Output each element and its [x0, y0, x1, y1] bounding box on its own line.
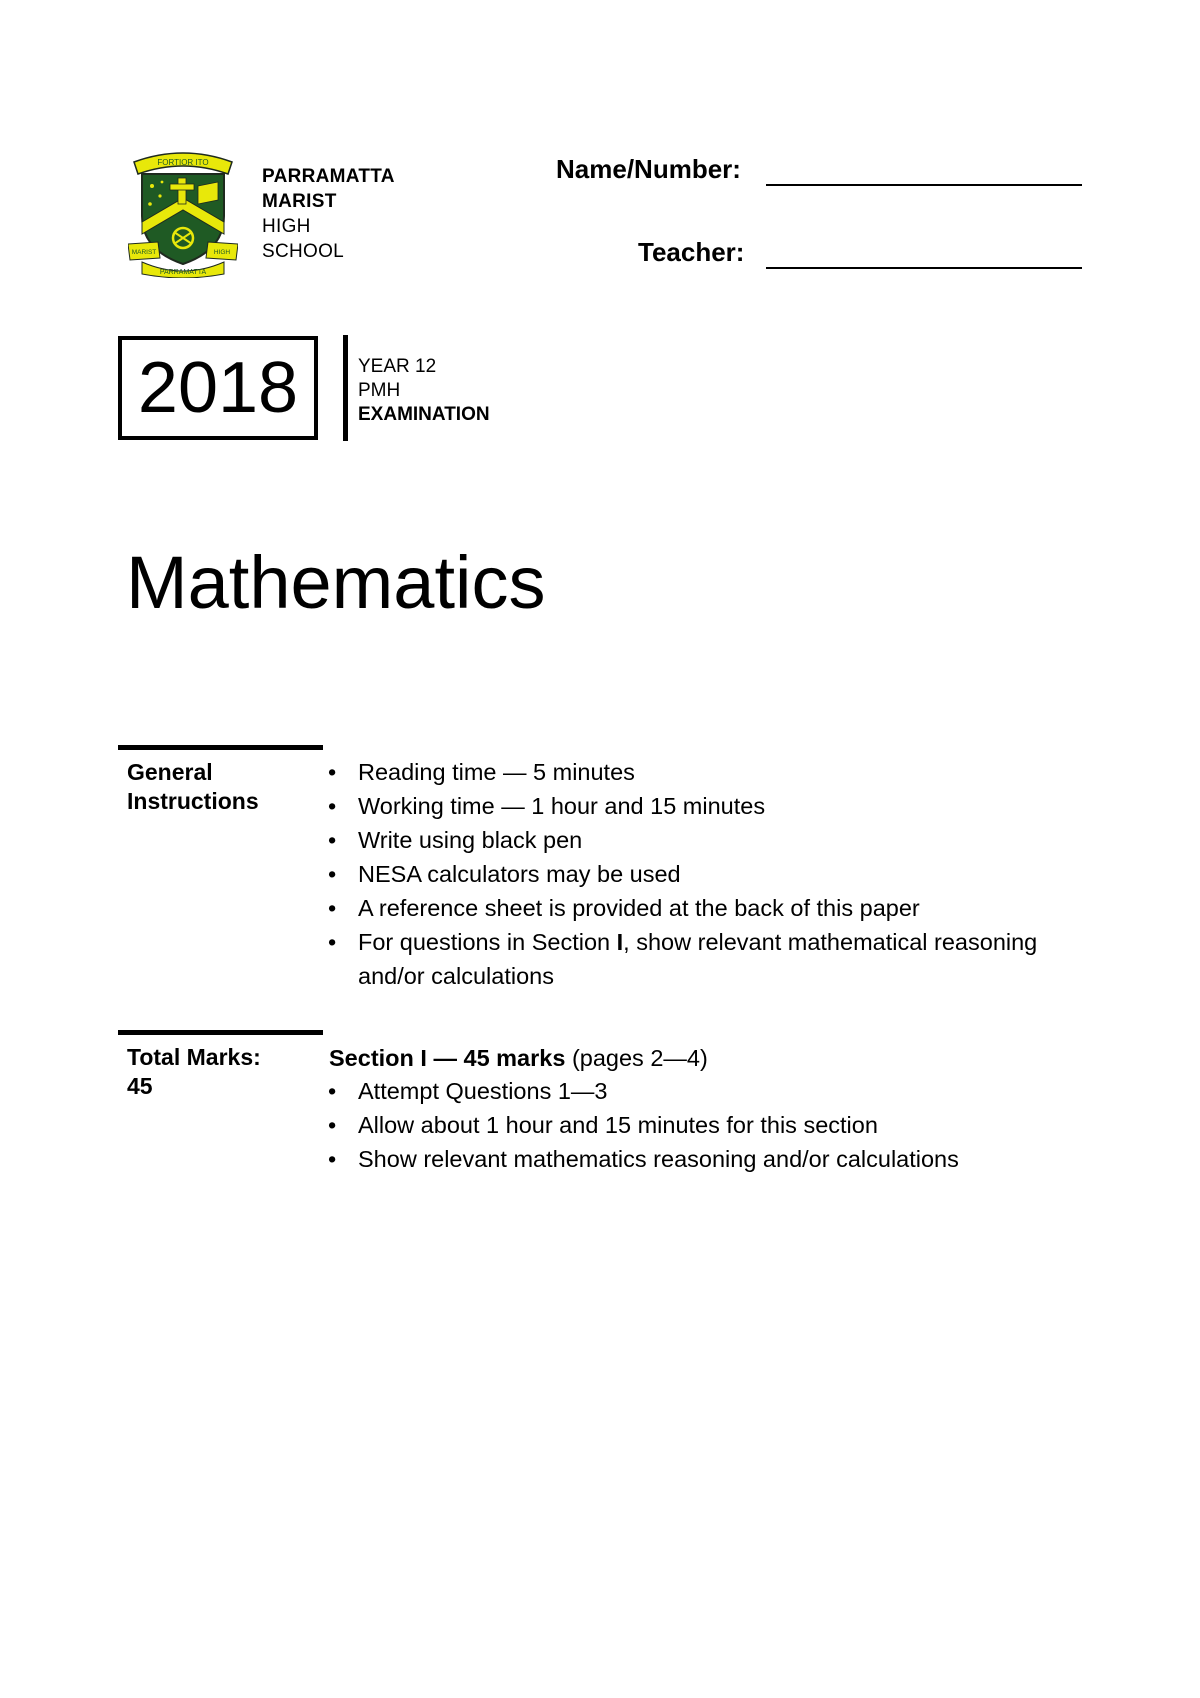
list-item-text: and/or calculations	[358, 963, 554, 989]
list-item-text: Write using black pen	[358, 827, 583, 853]
general-instructions-list	[328, 755, 1037, 993]
section-instructions-list	[328, 1074, 959, 1176]
divider-bar	[343, 335, 348, 441]
teacher-label: Teacher:	[638, 237, 745, 267]
list-item	[328, 857, 1037, 891]
bullet-icon: •	[328, 895, 337, 921]
list-item	[328, 891, 1037, 925]
bullet-icon: •	[328, 827, 337, 853]
exam-info-year-level: YEAR 12	[358, 356, 437, 377]
name-number-field[interactable]	[766, 184, 1082, 186]
list-item	[328, 789, 1037, 823]
list-item-section-ref: I	[616, 929, 624, 955]
bullet-icon: •	[328, 759, 337, 785]
total-marks-value: 45	[127, 1073, 153, 1099]
section-title-bold: Section I — 45 marks	[329, 1045, 566, 1071]
exam-info-school-code: PMH	[358, 380, 401, 401]
list-item	[328, 1074, 959, 1108]
list-item	[328, 1142, 959, 1176]
school-name-line1: PARRAMATTA	[262, 166, 395, 187]
total-marks-heading	[127, 1043, 261, 1101]
bullet-icon: •	[328, 929, 337, 955]
school-name-line2: MARIST	[262, 191, 337, 212]
general-instructions-heading-line2: Instructions	[127, 788, 259, 814]
bullet-icon: •	[328, 1078, 337, 1104]
list-item-text-prefix: For questions in Section	[358, 929, 617, 955]
general-instructions-heading	[127, 758, 259, 816]
bullet-icon: •	[328, 861, 337, 887]
svg-text:PARRAMATTA: PARRAMATTA	[159, 269, 207, 276]
school-name-line3: HIGH	[262, 216, 311, 237]
subject-title: Mathematics	[126, 541, 546, 624]
list-item-text: Working time — 1 hour and 15 minutes	[358, 793, 766, 819]
bullet-icon: •	[328, 1112, 337, 1138]
svg-text:FORTIOR ITO: FORTIOR ITO	[157, 158, 209, 167]
section-rule	[118, 1030, 323, 1035]
list-item-continuation	[328, 959, 1037, 993]
exam-info-type: EXAMINATION	[358, 404, 490, 425]
list-item	[328, 925, 1037, 959]
school-name-line4: SCHOOL	[262, 241, 345, 262]
general-instructions-heading-line1: General	[127, 759, 213, 785]
name-number-label: Name/Number:	[556, 154, 741, 184]
teacher-field[interactable]	[766, 267, 1082, 269]
list-item	[328, 1108, 959, 1142]
bullet-icon: •	[328, 793, 337, 819]
list-item-text: Allow about 1 hour and 15 minutes for this section	[358, 1112, 878, 1138]
list-item-text: NESA calculators may be used	[358, 861, 681, 887]
list-item	[328, 823, 1037, 857]
svg-text:HIGH: HIGH	[213, 249, 231, 256]
section-title-pages: (pages 2—4)	[565, 1045, 708, 1071]
school-crest-icon	[128, 146, 238, 278]
list-item-text: Attempt Questions 1—3	[358, 1078, 608, 1104]
school-name	[262, 164, 395, 264]
list-item-text: A reference sheet is provided at the back of this paper	[358, 895, 920, 921]
list-item-text: Reading time — 5 minutes	[358, 759, 635, 785]
svg-text:MARIST: MARIST	[131, 249, 157, 256]
exam-info	[358, 355, 490, 427]
total-marks-label: Total Marks:	[127, 1044, 261, 1070]
section-title	[329, 1041, 708, 1075]
list-item-text-suffix: , show relevant mathematical reasoning	[623, 929, 1038, 955]
list-item	[328, 755, 1037, 789]
bullet-icon: •	[328, 1146, 337, 1172]
list-item-text: Show relevant mathematics reasoning and/or calculations	[358, 1146, 959, 1172]
section-rule	[118, 745, 323, 750]
exam-year-box: 2018	[118, 336, 318, 440]
